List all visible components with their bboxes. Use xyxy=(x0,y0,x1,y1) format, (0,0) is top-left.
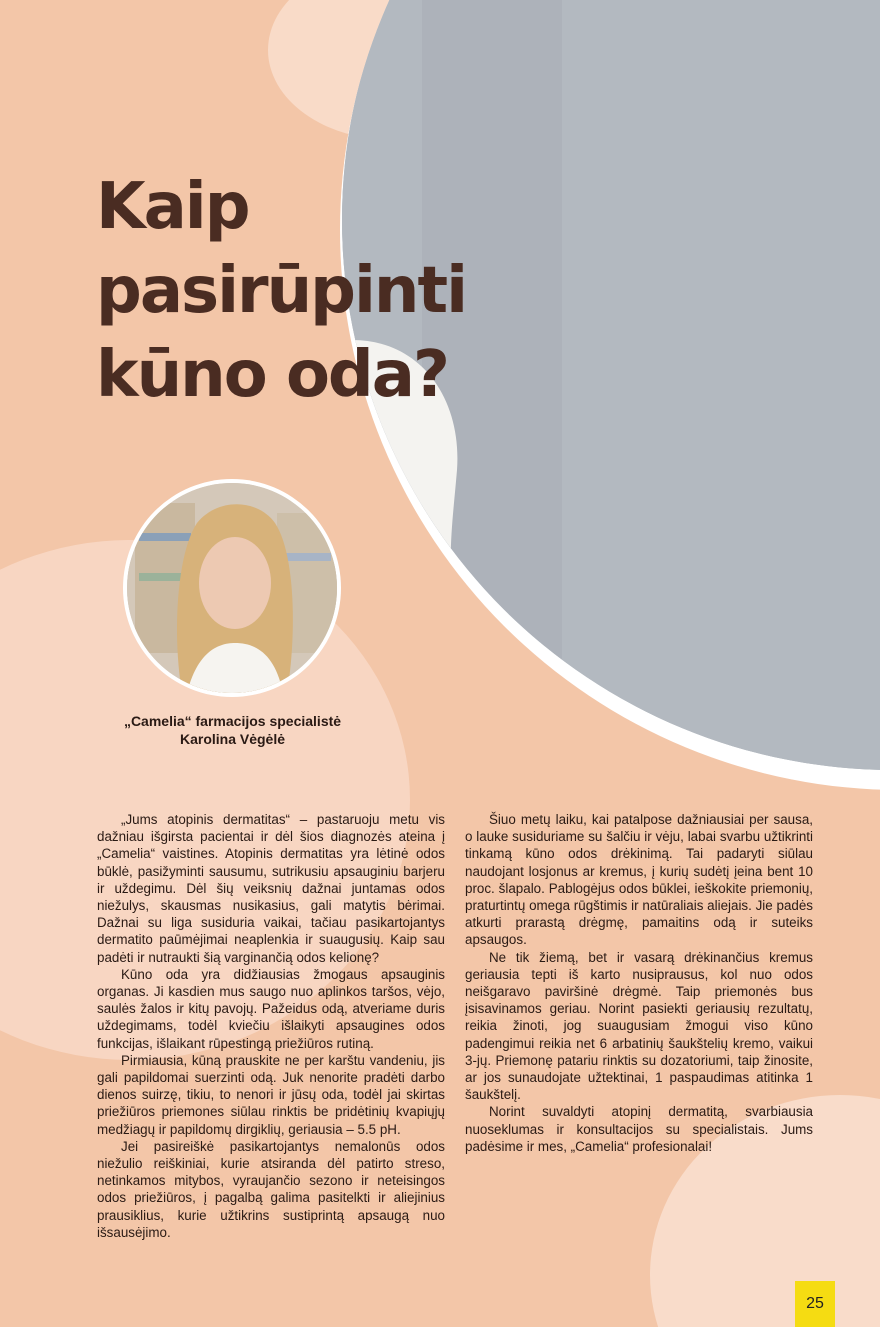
paragraph: Kūno oda yra didžiausias žmogaus apsauginis organas. Ji kasdien mus saugo nuo aplinkos taršos, vėjo, saulės žalos ir kitų pavojų. Pažeidus odą, atveriame duris uždegimams, todėl kviečiu išlaikyti apsaugines odos funkcijas, išlaikant rūpestingą priežiūros rutiną. xyxy=(97,966,445,1051)
specialist-portrait-frame xyxy=(123,479,341,697)
article-title xyxy=(96,165,466,417)
paragraph: Jei pasireiškė pasikartojantys nemalonūs odos niežulio reiškiniai, kurie atsiranda dėl patirto streso, netinkamos mitybos, vyraujančio sezono ir neteisingos odos priežiūros, į pagalbą galima pasitelkti ir aliejinius prausiklius, kurie užtikrins sustiprintą apsaugą nuo išsausėjimo. xyxy=(97,1138,445,1240)
caption-role: „Camelia“ farmacijos specialistė xyxy=(123,713,342,729)
page-number-badge: 25 xyxy=(795,1281,835,1327)
article-column-left xyxy=(97,811,445,1241)
title-line-2: pasirūpinti xyxy=(96,254,466,328)
paragraph: Šiuo metų laiku, kai patalpose dažniausiai per sausa, o lauke susiduriame su šalčiu ir vėju, labai svarbu užtikrinti tinkamą kūno odos drėkinimą. Tai padaryti siūlau naudojant losjonus ar kremus, į kurių sudėtį įeina bent 10 proc. šlapalo. Pablogėjus odos būklei, ieškokite priemonių, praturtintų omega rūgštimis ir natūraliais aliejais. Jie padės atkurti prarastą drėgmę, pamaitins odą ir suteiks apsaugos. xyxy=(465,812,813,948)
title-line-3: kūno oda? xyxy=(96,338,449,412)
paragraph: „Jums atopinis dermatitas“ – pastaruoju metu vis dažniau išgirsta pacientai ir dėl šios diagnozės ateina į „Camelia“ vaistines. Atopinis dermatitas yra lėtinė odos būklė, pasižyminti sausumu, sutrikusiu apsauginiu barjeru ir uždegimu. Dėl šių veiksnių dažnai juntamas odos niežulys, skausmas nusikasius, gali matytis bėrimai. Dažnai su liga susiduria vaikai, tačiau pasikartojantys dermatito paūmėjimai neaplenkia ir suaugusių. Kaip sau padėti ir nutraukti šią varginančią odos kelionę? xyxy=(97,812,445,965)
article-column-right xyxy=(465,811,813,1155)
paragraph: Ne tik žiemą, bet ir vasarą drėkinančius kremus geriausia tepti iš karto nusiprausus, kol nuo odos neišgaravo paviršinė drėgmė. Taip priemonės bus įsisavinamos geriau. Norint pasiekti geriausių rezultatų, reikia žinoti, jog suaugusiam žmogui viso kūno padengimui reikia net 6 arbatinių šaukštelių kremo, vaikui 3-jų. Priemonę patariu rinktis su dozatoriumi, taip žinosite, ar jos sunaudojate užtektinai, 1 paspaudimas atitinka 1 šaukštelį. xyxy=(465,949,813,1103)
title-line-1: Kaip xyxy=(96,170,249,244)
specialist-portrait-illustration xyxy=(127,483,337,693)
paragraph: Norint suvaldyti atopinį dermatitą, svarbiausia nuoseklumas ir konsultacijos su specialistais. Jums padėsime ir mes, „Camelia“ profesionalai! xyxy=(465,1104,813,1154)
portrait-caption xyxy=(105,712,360,748)
caption-name: Karolina Vėgėlė xyxy=(179,731,286,747)
specialist-portrait xyxy=(127,483,337,693)
paragraph: Pirmiausia, kūną prauskite ne per karštu vandeniu, jis gali papildomai suerzinti odą. Juk nenorite pradėti darbo dienos suirzę, tikiu, to nenori ir jūsų oda, todėl jai skirtas priežiūros priemones siūlau rinktis be pridėtinių kvapiųjų medžiagų ir papildomų dirgiklių, geriausia – 5.5 pH. xyxy=(97,1052,445,1137)
